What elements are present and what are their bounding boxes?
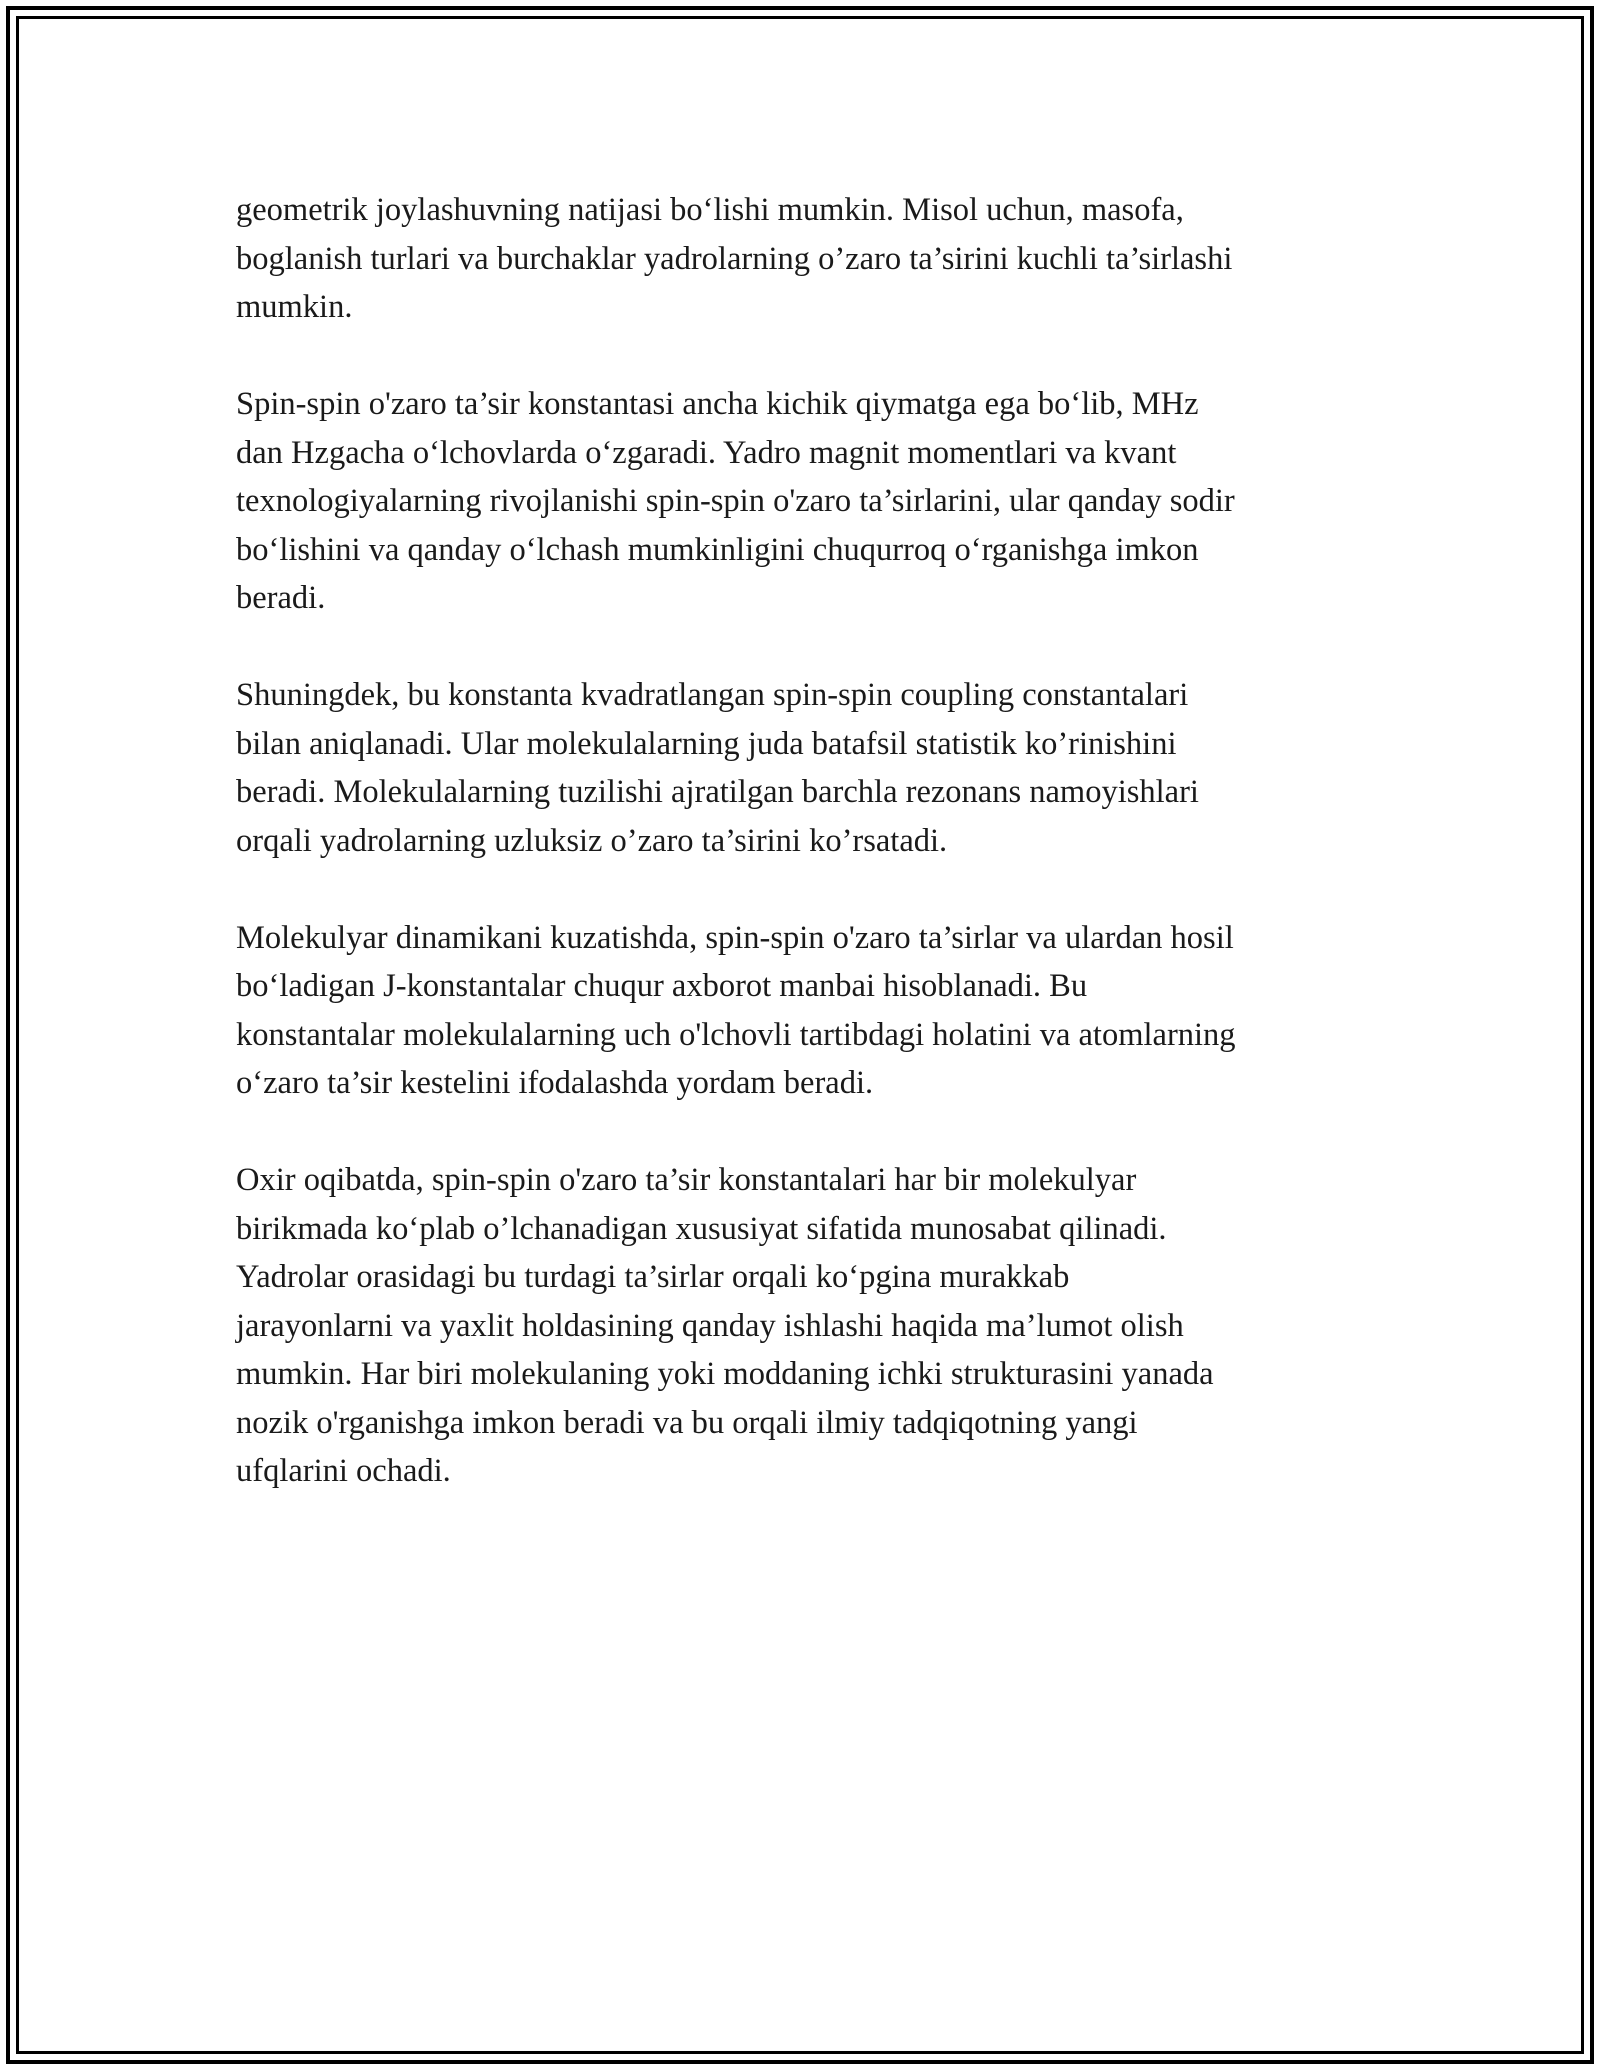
text-line: mumkin. [236,289,353,325]
paragraph-3 [236,671,1376,865]
text-line: Yadrolar orasidagi bu turdagi ta’sirlar orqali ko‘pgina murakkab [236,1259,1070,1295]
text-line: o‘zaro ta’sir kestelini ifodalashda yordam beradi. [236,1065,874,1101]
text-line: orqali yadrolarning uzluksiz o’zaro ta’sirini ko’rsatadi. [236,822,948,859]
text-line: bilan aniqlanadi. Ular molekulalarning juda batafsil statistik ko’rinishini [236,725,1177,762]
text-line: Spin-spin o'zaro ta’sir konstantasi ancha kichik qiymatga ega bo‘lib, MHz [236,386,1199,422]
text-line: geometrik joylashuvning natijasi bo‘lishi mumkin. Misol uchun, masofa, [236,192,1184,228]
text-line: bo‘ladigan J-konstantalar chuqur axborot manbai hisoblanadi. Bu [236,968,1088,1004]
text-line: beradi. Molekulalarning tuzilishi ajratilgan barchla rezonans namoyishlari [236,774,1199,810]
text-line: konstantalar molekulalarning uch o'lchovli tartibdagi holatini va atomlarning [236,1016,1236,1053]
text-line: boglanish turlari va burchaklar yadrolarning o’zaro ta’sirini kuchli ta’sirlashi [236,240,1233,277]
text-line: Oxir oqibatda, spin-spin o'zaro ta’sir konstantalari har bir molekulyar [236,1162,1137,1198]
text-line: dan Hzgacha o‘lchovlarda o‘zgaradi. Yadro magnit momentlari va kvant [236,434,1177,471]
text-line: Molekulyar dinamikani kuzatishda, spin-spin o'zaro ta’sirlar va ulardan hosil [236,919,1234,956]
text-line: ufqlarini ochadi. [236,1453,451,1489]
text-line: beradi. [236,580,326,616]
text-line: bo‘lishini va qanday o‘lchash mumkinligini chuqurroq o‘rganishga imkon [236,531,1199,568]
paragraph-2 [236,380,1376,623]
paragraph-1 [236,186,1376,332]
text-line: texnologiyalarning rivojlanishi spin-spin o'zaro ta’sirlarini, ular qanday sodir [236,483,1235,519]
text-line: birikmada ko‘plab o’lchanadigan xususiyat sifatida munosabat qilinadi. [236,1210,1167,1247]
text-line: nozik o'rganishga imkon beradi va bu orqali ilmiy tadqiqotning yangi [236,1404,1138,1441]
text-line: mumkin. Har biri molekulaning yoki moddaning ichki strukturasini yanada [236,1356,1214,1392]
paragraph-4 [236,914,1376,1108]
text-line: Shuningdek, bu konstanta kvadratlangan spin-spin coupling constantalari [236,677,1189,713]
document-body [236,186,1376,1544]
text-line: jarayonlarni va yaxlit holdasining qanday ishlashi haqida ma’lumot olish [236,1307,1184,1344]
paragraph-5 [236,1156,1376,1496]
